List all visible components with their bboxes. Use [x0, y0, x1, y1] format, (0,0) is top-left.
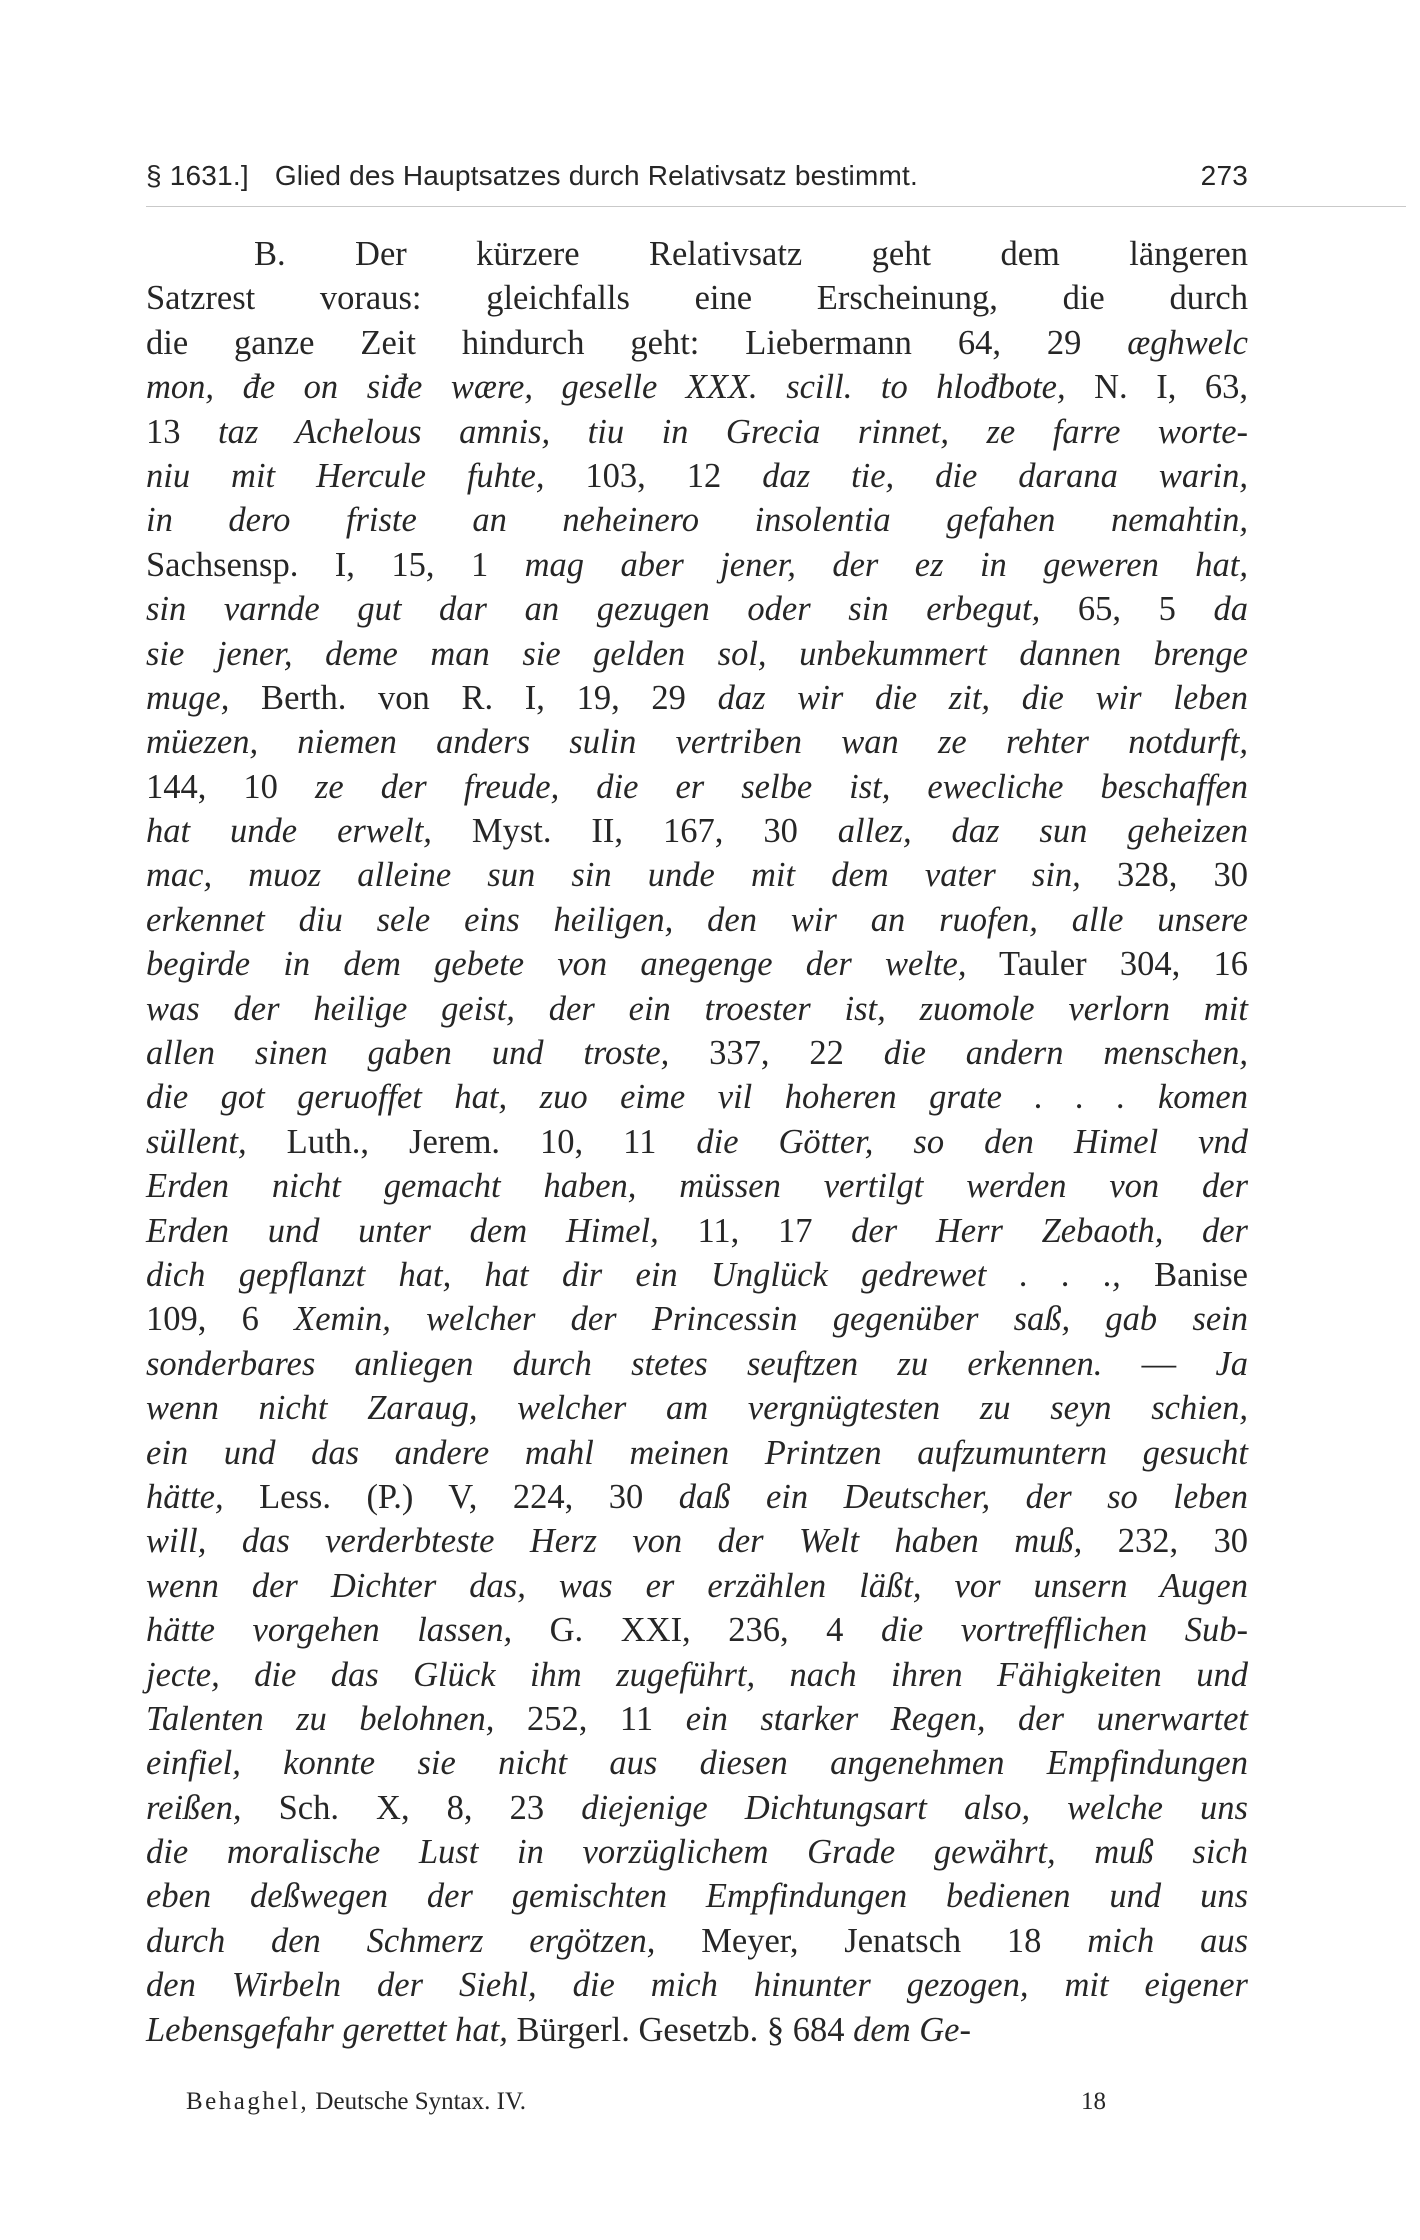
italic-quote-segment: æghwelc [1127, 323, 1248, 362]
italic-quote-segment: die vortrefflichen Sub- [881, 1611, 1249, 1650]
page-footer [186, 2088, 1106, 2116]
italic-quote-segment: eben deßwegen der gemischten Empfindungen bedienen und uns [146, 1877, 1248, 1916]
italic-quote-segment: niu mit Hercule fuhte, [146, 456, 545, 495]
italic-quote-segment: die andern menschen, [883, 1034, 1249, 1073]
text-line [146, 1209, 1248, 1253]
text-line [146, 1786, 1248, 1830]
text-line [146, 454, 1248, 498]
italic-quote-segment: Ja [1215, 1344, 1249, 1383]
text-line [146, 632, 1248, 676]
italic-quote-segment: diejenige Dichtungsart also, welche uns [581, 1788, 1248, 1827]
text-line [146, 587, 1248, 631]
citation-segment: Sch. X, 8, 23 [241, 1788, 582, 1827]
footer-signature-text [186, 2088, 526, 2116]
italic-quote-segment: die moralische Lust in vorzüglichem Grade gewährt, muß sich [146, 1833, 1248, 1872]
text-line [146, 987, 1248, 1031]
header-left [146, 160, 918, 192]
citation-segment: G. XXI, 236, 4 [512, 1611, 881, 1650]
citation-segment: 252, 11 [494, 1699, 686, 1738]
text-line [146, 1919, 1248, 1963]
italic-quote-segment: sin varnde gut dar an gezugen oder sin erbegut, [146, 590, 1041, 629]
italic-quote-segment: ein starker Regen, der unerwartet [685, 1699, 1248, 1738]
text-line [146, 1431, 1248, 1475]
italic-quote-segment: hat unde erwelt, [146, 812, 432, 851]
italic-quote-segment: was der heilige geist, der ein troester ist, zuomole verlorn mit [146, 989, 1248, 1028]
italic-quote-segment: daz tie, die darana warin, [762, 456, 1249, 495]
citation-segment: 103, 12 [544, 456, 763, 495]
text-line [146, 898, 1248, 942]
italic-quote-segment: Lebensgefahr gerettet hat, [146, 2010, 508, 2049]
italic-quote-segment: jecte, die das Glück ihm zugeführt, nach ihren Fähigkeiten und [146, 1655, 1248, 1694]
italic-quote-segment: die got geruoffet hat, zuo eime vil hoheren grate . . . komen [146, 1078, 1248, 1117]
citation-segment: Less. (P.) V, 224, 30 [223, 1477, 679, 1516]
text-line [146, 1608, 1248, 1652]
text-line [146, 853, 1248, 897]
text-line [146, 765, 1248, 809]
italic-quote-segment: mag aber jener, der ez in geweren hat, [524, 545, 1248, 584]
italic-quote-segment: dich gepflanzt hat, hat dir ein Unglück gedrewet . . ., [146, 1255, 1121, 1294]
text-line [146, 1963, 1248, 2007]
italic-quote-segment: mon, đe on siđe wære, geselle XXX. scill. to hlođbote, [146, 368, 1066, 407]
text-line [146, 1164, 1248, 1208]
italic-quote-segment: allez, daz sun geheizen [837, 812, 1248, 851]
italic-quote-segment: dem Ge- [853, 2010, 971, 2049]
citation-segment: Myst. II, 167, 30 [431, 812, 838, 851]
text-line [146, 1564, 1248, 1608]
italic-quote-segment: mac, muoz alleine sun sin unde mit dem vater sin, [146, 856, 1081, 895]
text-line [146, 498, 1248, 542]
text-line [146, 1297, 1248, 1341]
italic-quote-segment: ze der freude, die er selbe ist, ewecliche beschaffen [314, 767, 1248, 806]
italic-quote-segment: Erden und unter dem Himel, [146, 1211, 659, 1250]
text-line [146, 2008, 1248, 2052]
citation-segment: Banise [1120, 1255, 1248, 1294]
italic-quote-segment: sie jener, deme man sie gelden sol, unbekummert dannen brenge [146, 634, 1248, 673]
text-line [146, 1830, 1248, 1874]
footer-work: Deutsche Syntax. IV. [315, 2088, 527, 2115]
citation-segment: Bürgerl. Gesetzb. § 684 [507, 2010, 854, 2049]
text-line [146, 1874, 1248, 1918]
text-line [146, 1253, 1248, 1297]
text-line [146, 1386, 1248, 1430]
citation-segment: Satzrest voraus: gleichfalls eine Erscheinung, die durch [146, 279, 1248, 318]
italic-quote-segment: einfiel, konnte sie nicht aus diesen angenehmen Empfindungen [146, 1744, 1248, 1783]
text-line [146, 942, 1248, 986]
italic-quote-segment: in dero friste an neheinero insolentia gefahen nemahtin, [146, 501, 1248, 540]
running-title: Glied des Hauptsatzes durch Relativsatz bestimmt. [274, 160, 918, 191]
citation-segment: 232, 30 [1082, 1522, 1248, 1561]
page-number: 273 [1200, 160, 1248, 191]
citation-segment: Meyer, Jenatsch 18 [655, 1921, 1088, 1960]
italic-quote-segment: sonderbares anliegen durch stetes seuftzen zu erkennen. [146, 1344, 1103, 1383]
citation-segment: N. I, 63, [1065, 368, 1248, 407]
italic-quote-segment: hätte vorgehen lassen, [146, 1611, 513, 1650]
header-rule [146, 206, 1406, 207]
text-line [146, 1741, 1248, 1785]
italic-quote-segment: allen sinen gaben und troste, [146, 1034, 670, 1073]
text-line [146, 1075, 1248, 1119]
text-line [146, 410, 1248, 454]
italic-quote-segment: ein und das andere mahl meinen Printzen aufzumuntern gesucht [146, 1433, 1248, 1472]
text-line [146, 365, 1248, 409]
italic-quote-segment: taz Achelous amnis, tiu in Grecia rinnet, ze farre worte- [218, 412, 1248, 451]
citation-segment: Tauler 304, 16 [966, 945, 1248, 984]
italic-quote-segment: erkennet diu sele eins heiligen, den wir an ruofen, alle unsere [146, 900, 1248, 939]
text-line [146, 1519, 1248, 1563]
italic-quote-segment: die Götter, so den Himel vnd [696, 1122, 1248, 1161]
italic-quote-segment: süllent, [146, 1122, 247, 1161]
text-line [146, 809, 1248, 853]
citation-segment: — [1102, 1344, 1216, 1383]
text-line [146, 720, 1248, 764]
italic-quote-segment: Talenten zu belohnen, [146, 1699, 495, 1738]
citation-segment: Luth., Jerem. 10, 11 [246, 1122, 697, 1161]
citation-segment: 144, 10 [146, 767, 315, 806]
italic-quote-segment: muge, [146, 678, 230, 717]
italic-quote-segment: da [1213, 590, 1248, 629]
italic-quote-segment: reißen, [146, 1788, 242, 1827]
italic-quote-segment: mich aus [1087, 1921, 1248, 1960]
text-line [146, 1475, 1248, 1519]
italic-quote-segment: will, das verderbteste Herz von der Welt haben muß, [146, 1522, 1083, 1561]
italic-quote-segment: der Herr Zebaoth, der [851, 1211, 1248, 1250]
italic-quote-segment: Xemin, welcher der Princessin gegenüber saß, gab sein [294, 1300, 1249, 1339]
section-reference: § 1631.] [146, 160, 249, 191]
citation-segment: 337, 22 [669, 1034, 884, 1073]
citation-segment: 65, 5 [1040, 590, 1214, 629]
text-line [146, 1342, 1248, 1386]
italic-quote-segment: Erden nicht gemacht haben, müssen vertilgt werden von der [146, 1167, 1248, 1206]
citation-segment: Sachsensp. I, 15, 1 [146, 545, 525, 584]
text-line [146, 543, 1248, 587]
running-header [146, 160, 1248, 192]
text-line [146, 321, 1248, 365]
signature-number: 18 [1081, 2088, 1106, 2115]
citation-segment: 13 [146, 412, 218, 451]
italic-quote-segment: durch den Schmerz ergötzen, [146, 1921, 656, 1960]
body-text [146, 232, 1248, 2052]
footer-author: Behaghel, [186, 2088, 310, 2115]
citation-segment: 109, 6 [146, 1300, 295, 1339]
text-line [146, 1120, 1248, 1164]
italic-quote-segment: daz wir die zit, die wir leben [717, 678, 1248, 717]
text-line [146, 276, 1248, 320]
italic-quote-segment: wenn der Dichter das, was er erzählen läßt, vor unsern Augen [146, 1566, 1248, 1605]
italic-quote-segment: müezen, niemen anders sulin vertriben wan ze rehter notdurft, [146, 723, 1248, 762]
text-line [146, 1697, 1248, 1741]
italic-quote-segment: hätte, [146, 1477, 224, 1516]
citation-segment: Berth. von R. I, 19, 29 [229, 678, 718, 717]
citation-segment: 11, 17 [658, 1211, 852, 1250]
italic-quote-segment: wenn nicht Zaraug, welcher am vergnügtesten zu seyn schien, [146, 1389, 1248, 1428]
text-line [146, 232, 1248, 276]
italic-quote-segment: den Wirbeln der Siehl, die mich hinunter gezogen, mit eigener [146, 1966, 1248, 2005]
text-line [146, 1653, 1248, 1697]
text-line [146, 1031, 1248, 1075]
italic-quote-segment: daß ein Deutscher, der so leben [678, 1477, 1248, 1516]
italic-quote-segment: begirde in dem gebete von anegenge der welte, [146, 945, 967, 984]
text-line [146, 676, 1248, 720]
citation-segment: B. Der kürzere Relativsatz geht dem längeren [254, 235, 1248, 273]
citation-segment: die ganze Zeit hindurch geht: Liebermann 64, 29 [146, 323, 1128, 362]
citation-segment: 328, 30 [1080, 856, 1248, 895]
